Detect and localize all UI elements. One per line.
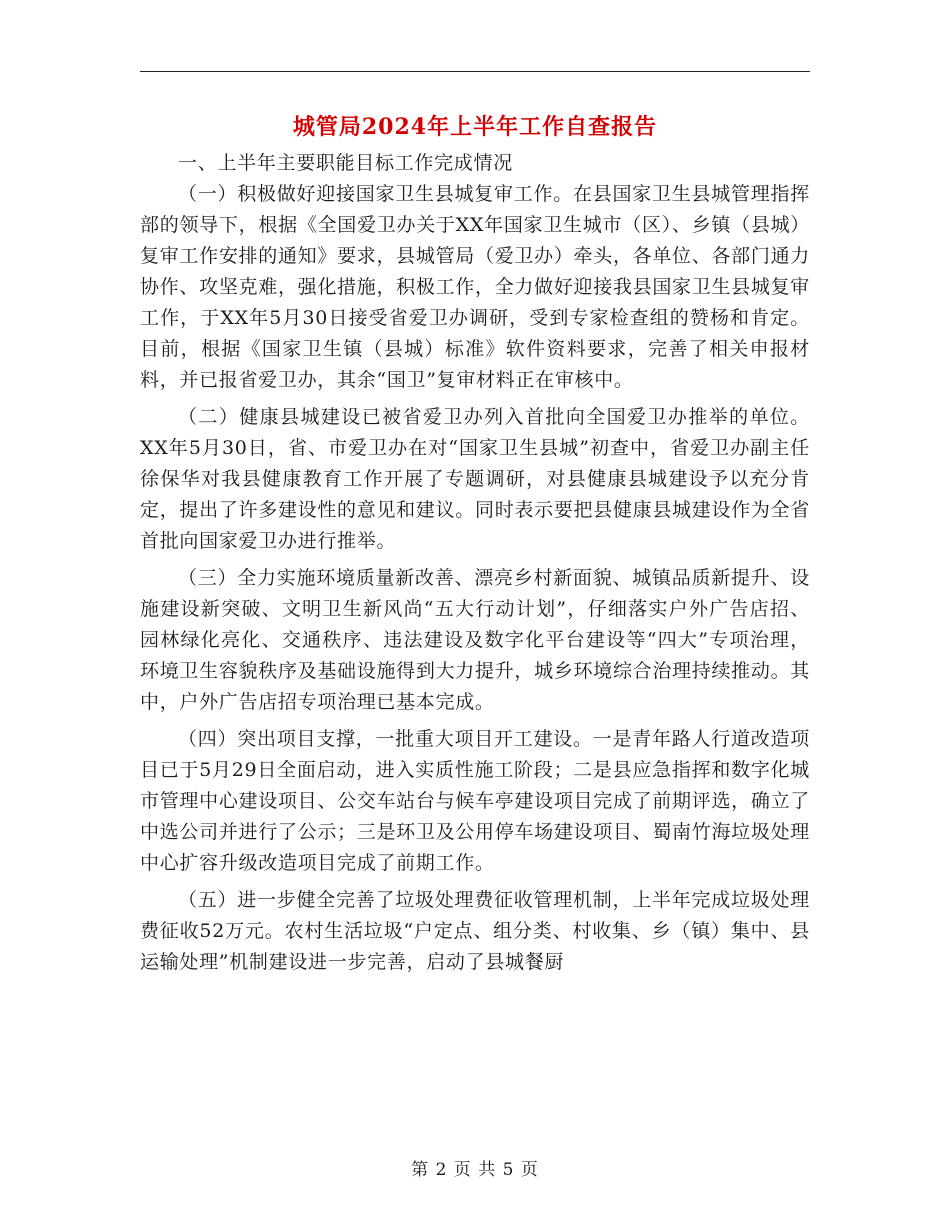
- page-number: 第 2 页 共 5 页: [411, 1160, 539, 1180]
- paragraph-3: （三）全力实施环境质量新改善、漂亮乡村新面貌、城镇品质新提升、设施建设新突破、文明卫生新风尚“五大行动计划”，仔细落实户外广告店招、园林绿化亮化、交通秩序、违法建设及数字化平台建设等“四大”专项治理，环境卫生容貌秩序及基础设施得到大力提升，城乡环境综合治理持续推动。其中，户外广告店招专项治理已基本完成。: [140, 567, 810, 713]
- paragraph-1: （一）积极做好迎接国家卫生县城复审工作。在县国家卫生县城管理指挥部的领导下，根据《全国爱卫办关于XX年国家卫生城市（区）、乡镇（县城）复审工作安排的通知》要求，县城管局（爱卫办）牵头，各单位、各部门通力协作、攻坚克难，强化措施，积极工作，全力做好迎接我县国家卫生县城复审工作，于XX年5月30日接受省爱卫办调研，受到专家检查组的赞杨和肯定。目前，根据《国家卫生镇（县城）标准》软件资料要求，完善了相关申报材料，并已报省爱卫办，其余“国卫”复审材料正在审核中。: [140, 183, 810, 391]
- header-rule: [140, 71, 810, 72]
- paragraph-4: （四）突出项目支撑，一批重大项目开工建设。一是青年路人行道改造项目已于5月29日全面启动，进入实质性施工阶段；二是县应急指挥和数字化城市管理中心建设项目、公交车站台与候车亭建设项目完成了前期评选，确立了中选公司并进行了公示；三是环卫及公用停车场建设项目、蜀南竹海垃圾处理中心扩容升级改造项目完成了前期工作。: [140, 728, 810, 874]
- section-heading: 一、上半年主要职能目标工作完成情况: [178, 152, 513, 174]
- paragraph-2: （二）健康县城建设已被省爱卫办列入首批向全国爱卫办推举的单位。XX年5月30日，省、市爱卫办在对“国家卫生县城”初查中，省爱卫办副主任徐保华对我县健康教育工作开展了专题调研，对县健康县城建设予以充分肯定，提出了许多建设性的意见和建议。同时表示要把县健康县城建设作为全省首批向国家爱卫办进行推举。: [140, 406, 810, 552]
- document-title: 城管局2024年上半年工作自查报告: [292, 114, 658, 140]
- document-body: [140, 148, 810, 978]
- paragraph-5: （五）进一步健全完善了垃圾处理费征收管理机制，上半年完成垃圾处理费征收52万元。农村生活垃圾“户定点、组分类、村收集、乡（镇）集中、县运输处理”机制建设进一步完善，启动了县城餐厨: [140, 889, 810, 973]
